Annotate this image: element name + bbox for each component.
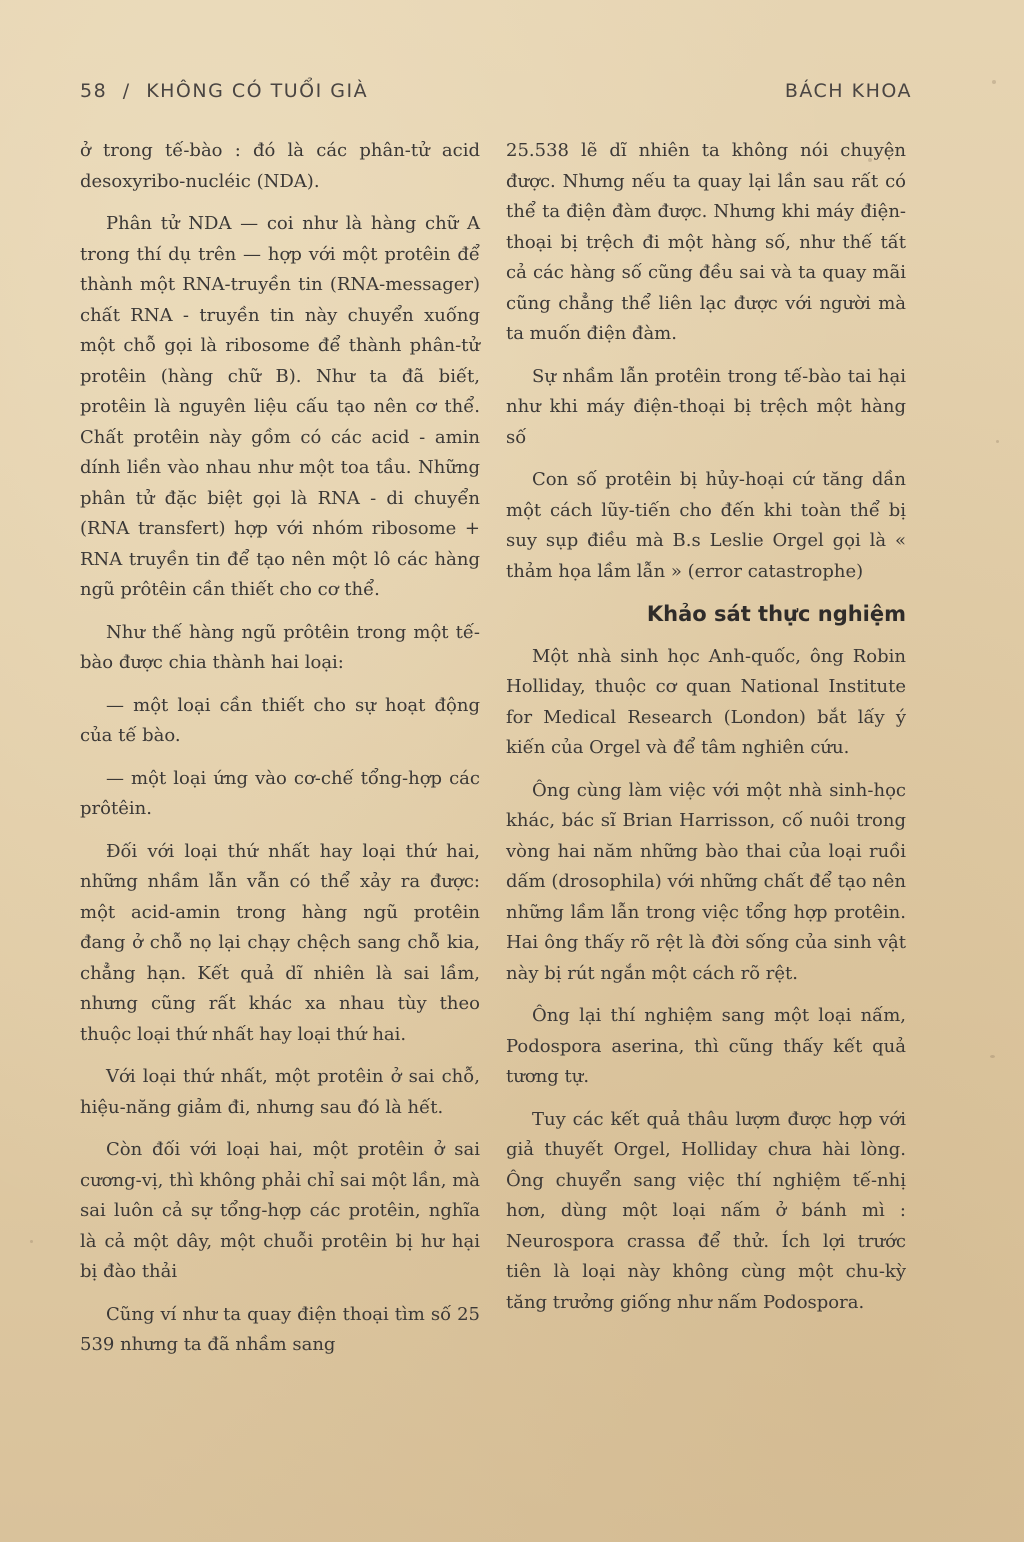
paragraph: Ông cùng làm việc với một nhà sinh-học khác, bác sĩ Brian Harrisson, cố nuôi trong vòng hai năm những bào thai của loại ruồi dấm (drosophila) với những chất để tạo nên những lầm lẫn trong việc tổng hợp protêin. Hai ông thấy rõ rệt là đời sống của sinh vật này bị rút ngắn một cách rõ rệt. bbox=[506, 779, 906, 984]
paragraph: Một nhà sinh học Anh-quốc, ông Robin Holliday, thuộc cơ quan National Institute for Medical Research (London) bắt lấy ý kiến của Orgel và để tâm nghiên cứu. bbox=[506, 645, 906, 758]
paragraph: Ông lại thí nghiệm sang một loại nấm, Podospora aserina, thì cũng thấy kết quả tương tự. bbox=[506, 1005, 906, 1087]
section-heading: Khảo sát thực nghiệm bbox=[646, 602, 906, 626]
paragraph: Con số protêin bị hủy-hoại cứ tăng dần một cách lũy-tiến cho đến khi toàn thể bị suy sụp điều mà B.s Leslie Orgel gọi là « thảm họa lầm lẫn » (error catastrophe) bbox=[506, 469, 906, 582]
magazine-name: BÁCH KHOA bbox=[784, 80, 912, 102]
paper-speck bbox=[30, 1240, 33, 1243]
paper-speck bbox=[992, 80, 996, 84]
list-item: — một loại ứng vào cơ-chế tổng-hợp các prôtêin. bbox=[80, 767, 480, 819]
paper-speck bbox=[990, 1055, 995, 1058]
paragraph: Sự nhầm lẫn protêin trong tế-bào tai hại như khi máy điện-thoại bị trệch một hàng số bbox=[506, 365, 906, 448]
page-header bbox=[80, 76, 912, 106]
header-separator: / bbox=[122, 80, 131, 102]
paragraph: ở trong tế-bào : đó là các phân-tử acid desoxyribo-nucléic (NDA). bbox=[80, 140, 480, 192]
paragraph: Như thế hàng ngũ prôtêin trong một tế-bào được chia thành hai loại: bbox=[80, 621, 480, 673]
paragraph: Đối với loại thứ nhất hay loại thứ hai, những nhầm lẫn vẫn có thể xảy ra được: một acid-amin trong hàng ngũ protêin đang ở chỗ nọ lại chạy chệch sang chỗ kia, chẳng hạn. Kết quả dĩ nhiên là sai lầm, nhưng cũng rất khác xa nhau tùy theo thuộc loại thứ nhất hay loại thứ hai. bbox=[80, 840, 480, 1045]
section-title: KHÔNG CÓ TUỔI GIÀ bbox=[146, 80, 369, 102]
list-item: — một loại cần thiết cho sự hoạt động của tế bào. bbox=[80, 694, 480, 746]
paragraph: Phân tử NDA — coi như là hàng chữ A trong thí dụ trên — hợp với một protêin để thành một RNA-truyền tin (RNA-messager) chất RNA - truyền tin này chuyển xuống một chỗ gọi là ribosome để thành phân-tử protêin (hàng chữ B). Như ta đã biết, protêin là nguyên liệu cấu tạo nên cơ thể. Chất protêin này gồm có các acid - amin dính liền vào nhau như một toa tầu. Những phân tử đặc biệt gọi là RNA - di chuyển (RNA transfert) hợp với nhóm ribosome + RNA truyền tin để tạo nên một lô các hàng ngũ prôtêin cần thiết cho cơ thể. bbox=[80, 213, 480, 600]
left-column bbox=[80, 136, 480, 1373]
paper-speck bbox=[996, 440, 999, 443]
paragraph: Tuy các kết quả thâu lượm được hợp với giả thuyết Orgel, Holliday chưa hài lòng. Ông chuyển sang việc thí nghiệm tế-nhị hơn, dùng một loại nấm ở bánh mì : Neurospora crassa để thử. Ích lợi trước tiên là loại này không cùng một chu-kỳ tăng trưởng giống như nấm Podospora. bbox=[506, 1108, 906, 1313]
paragraph: Cũng ví như ta quay điện thoại tìm số 25 539 nhưng ta đã nhầm sang bbox=[80, 1303, 480, 1355]
paragraph: Với loại thứ nhất, một protêin ở sai chỗ, hiệu-năng giảm đi, nhưng sau đó là hết. bbox=[80, 1066, 480, 1118]
paragraph: 25.538 lẽ dĩ nhiên ta không nói chuyện được. Nhưng nếu ta quay lại lần sau rất có thể ta điện đàm được. Nhưng khi máy điện-thoại bị trệch đi một hàng số, như thế tất cả các hàng số cũng đều sai và ta quay mãi cũng chẳng thể liên lạc được với người mà ta muốn điện đàm. bbox=[506, 140, 906, 344]
right-column bbox=[506, 136, 906, 1330]
paragraph: Còn đối với loại hai, một protêin ở sai cương-vị, thì không phải chỉ sai một lần, mà sai luôn cả sự tổng-hợp các protêin, nghĩa là cả một dây, một chuỗi protêin bị hư hại bị đào thải bbox=[80, 1139, 480, 1282]
header-left bbox=[80, 80, 376, 102]
paper-speck bbox=[868, 158, 872, 162]
page-number: 58 bbox=[80, 80, 108, 102]
